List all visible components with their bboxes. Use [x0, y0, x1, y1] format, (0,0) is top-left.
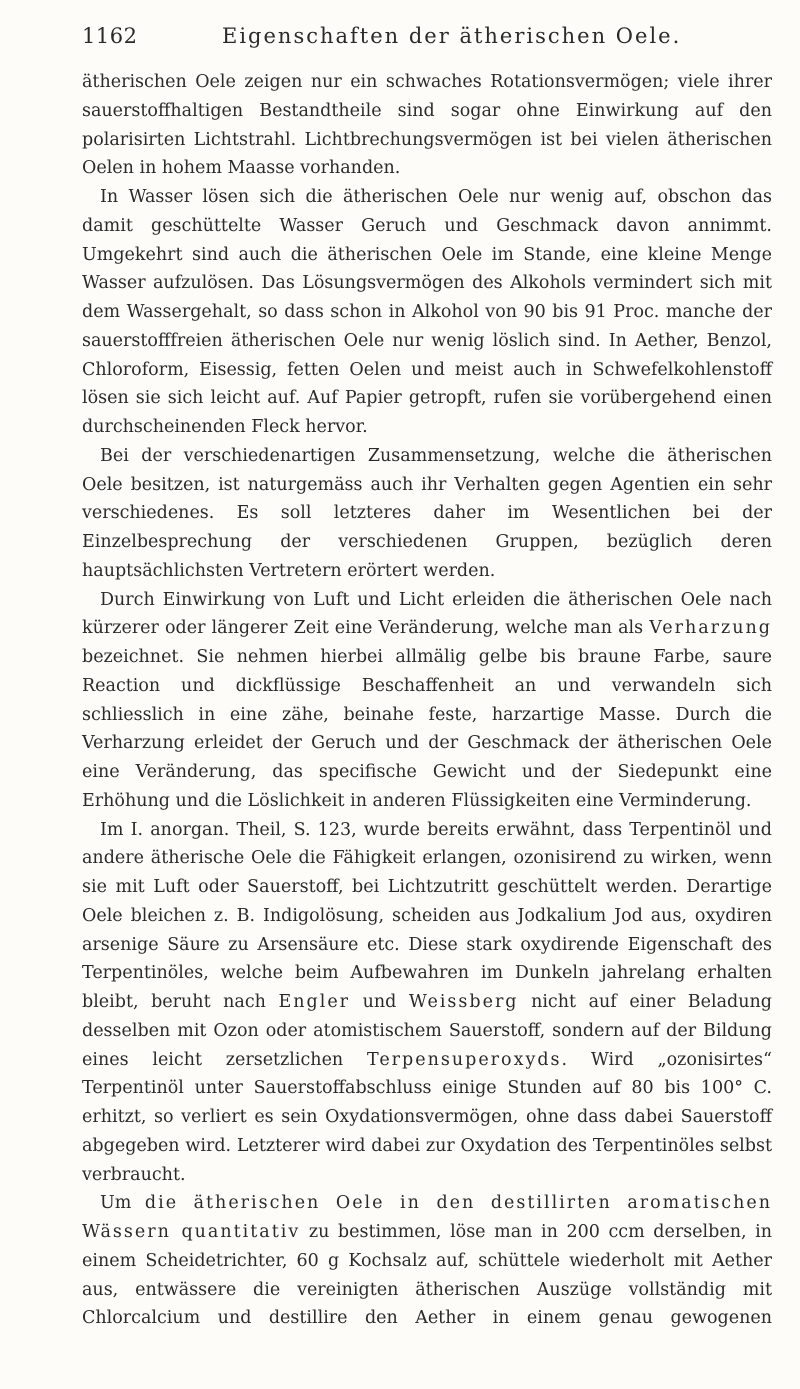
emphasized-term: Verharzung — [649, 618, 772, 639]
text-run: zu bestimmen, löse man in 200 ccm derselben, in einem Scheidetrichter, 60 g Kochsalz auf, schüttele wiederholt mit Aether aus, entwässere die vereinigten ätherischen Auszüge vollständig mit Chlorcalcium und destillire den Aether in einem genau gewogenen — [82, 1222, 772, 1329]
author-name: Weissberg — [408, 992, 519, 1012]
paragraph-ozonisation — [82, 816, 772, 1190]
body-text — [82, 68, 772, 1333]
page-number: 1162 — [82, 24, 138, 48]
running-title: Eigenschaften der ätherischen Oele. — [222, 24, 682, 48]
paragraph-quantitative-determination — [82, 1189, 772, 1333]
page-header — [82, 24, 772, 68]
author-name: Engler — [278, 992, 351, 1012]
book-page — [82, 24, 772, 1333]
emphasized-term: Terpensuperoxyds — [367, 1049, 562, 1070]
text-run: . Wird „ozonisirtes“ Terpentinöl unter Sauerstoffabschluss einige Stunden auf 80 bis 100° C. erhitzt, so verliert es sein Oxydationsvermögen, ohne dass dabei Sauerstoff abgegeben wird. Letzterer wird dabei zur Oxydation des Terpentinöles selbst verbraucht. — [82, 1049, 772, 1185]
text-run: Um — [100, 1193, 145, 1214]
text-run: bezeichnet. Sie nehmen hierbei allmälig gelbe bis braune Farbe, saure Reaction und dickflüssige Beschaffenheit an und verwandeln sich schliesslich in eine zähe, beinahe feste, harzartige Masse. Durch die Verharzung erleidet der Geruch und der Geschmack der ätherischen Oele eine Veränderung, das specifische Gewicht und der Siedepunkt eine Erhöhung und die Löslichkeit in anderen Flüssigkeiten eine Verminderung. — [82, 647, 772, 811]
paragraph-agents: Bei der verschiedenartigen Zusammensetzung, welche die ätherischen Oele besitzen, ist naturgemäss auch ihr Verhalten gegen Agentien ein sehr verschiedenes. Es soll letzteres daher im Wesentlichen bei der Einzelbesprechung der verschiedenen Gruppen, bezüglich deren hauptsächlichsten Vertretern erörtert werden. — [82, 445, 772, 581]
paragraph-optical-properties: ätherischen Oele zeigen nur ein schwaches Rotationsvermögen; viele ihrer sauerstoffhaltigen Bestandtheile sind sogar ohne Einwirkung auf den polarisirten Lichtstrahl. Lichtbrechungsvermögen ist bei vielen ätherischen Oelen in hohem Maasse vorhanden. — [82, 72, 772, 179]
paragraph-solubility: In Wasser lösen sich die ätherischen Oele nur wenig auf, obschon das damit geschüttelte Wasser Geruch und Geschmack davon annimmt. Umgekehrt sind auch die ätherischen Oele im Stande, eine kleine Menge Wasser aufzulösen. Das Lösungsvermögen des Alkohols vermindert sich mit dem Wassergehalt, so dass schon in Alkohol von 90 bis 91 Proc. manche der sauerstofffreien ätherischen Oele nur wenig löslich sind. In Aether, Benzol, Chloroform, Eisessig, fetten Oelen und meist auch in Schwefelkohlenstoff lösen sie sich leicht auf. Auf Papier getropft, rufen sie vorübergehend einen durchscheinenden Fleck hervor. — [82, 187, 772, 437]
text-run: Durch Einwirkung von Luft und Licht erleiden die ätherischen Oele nach kürzerer oder längerer Zeit eine Veränderung, welche man als — [82, 589, 772, 639]
emphasized-term: die ätherischen Oele in den destillirten aromatischen Wässern quantitativ — [82, 1193, 773, 1242]
paragraph-resinification — [82, 586, 772, 816]
text-run: Im I. anorgan. Theil, S. 123, wurde bereits erwähnt, dass Terpentinöl und andere ätherische Oele die Fähigkeit erlangen, ozonisirend zu wirken, wenn sie mit Luft oder Sauerstoff, bei Lichtzutritt geschüttelt werden. Derartige Oele bleichen z. B. Indigolösung, scheiden aus Jodkalium Jod aus, oxydiren arsenige Säure zu Arsensäure etc. Diese stark oxydirende Eigenschaft des Terpentinöles, welche beim Aufbewahren im Dunkeln jahrelang erhalten bleibt, beruht nach — [82, 819, 772, 1012]
text-run: nicht auf einer Beladung desselben mit Ozon oder atomistischem Sauerstoff, sondern auf der Bildung eines leicht zersetzlichen — [82, 992, 773, 1070]
text-run: und — [350, 992, 409, 1012]
